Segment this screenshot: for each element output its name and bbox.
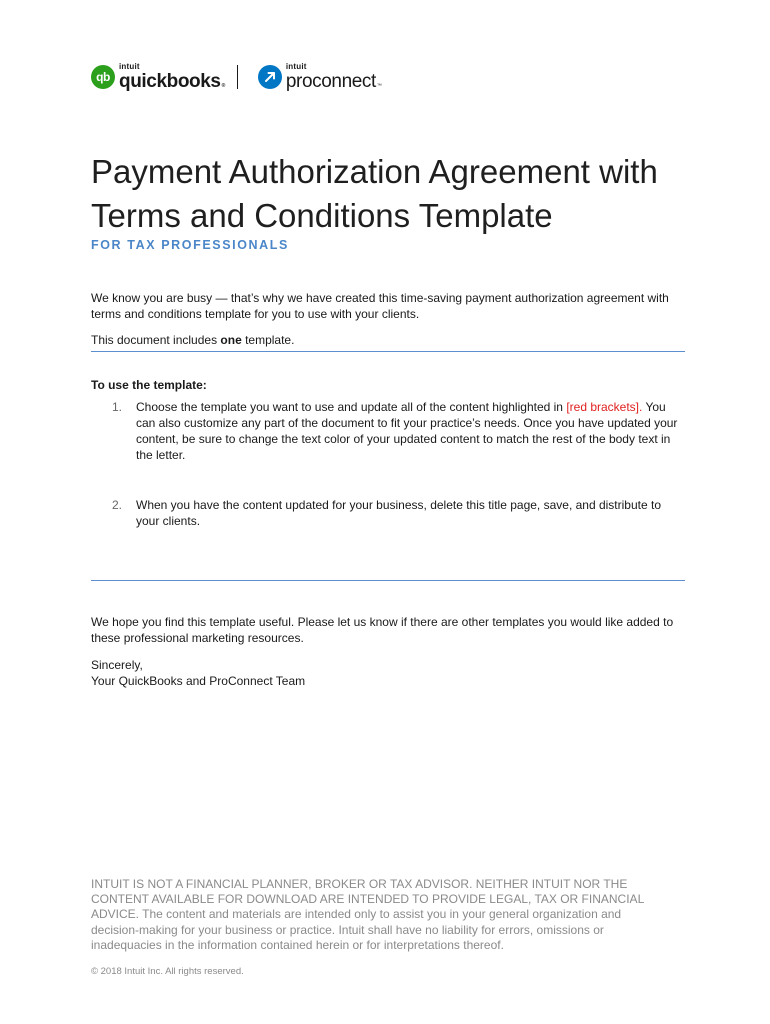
- proconnect-logo-tm: ™: [376, 83, 382, 89]
- copyright-notice: © 2018 Intuit Inc. All rights reserved.: [91, 966, 244, 977]
- document-subtitle: FOR TAX PROFESSIONALS: [91, 238, 289, 252]
- list-item: [112, 399, 682, 463]
- includes-emphasis: one: [220, 333, 242, 347]
- proconnect-logo: [258, 63, 382, 91]
- signature: Your QuickBooks and ProConnect Team: [91, 674, 306, 688]
- instructions-heading: To use the template:: [91, 378, 207, 392]
- quickbooks-logo-intuit: intuit: [119, 62, 140, 71]
- proconnect-logo-intuit: intuit: [285, 62, 307, 71]
- section-divider-bottom: [91, 580, 685, 581]
- quickbooks-logo-name: quickbooks: [119, 71, 221, 92]
- quickbooks-logo-mark: qb: [91, 65, 115, 89]
- document-title: Payment Authorization Agreement with Terms and Conditions Template: [91, 153, 658, 234]
- legal-disclaimer: INTUIT IS NOT A FINANCIAL PLANNER, BROKER OR TAX ADVISOR. NEITHER INTUIT NOR THE CONTENT AVAILABLE FOR DOWNLOAD ARE INTENDED TO PROVIDE LEGAL, TAX OR FINANCIAL ADVICE. The content and materials are intended only to assist you in your general organization and decision-making for your business or practice. Intuit shall have no liability for errors, omissions or inadequacies in the information contained herein or for interpretations thereof.: [91, 877, 644, 952]
- section-divider-top: [91, 351, 685, 352]
- proconnect-logo-mark-icon: [258, 65, 282, 89]
- proconnect-logo-name: proconnect: [285, 71, 376, 92]
- list-item-number: 1.: [112, 400, 123, 414]
- signoff: Sincerely,: [91, 658, 143, 672]
- list-item-text: Choose the template you want to use and update all of the content highlighted in [red brackets]. You can also customize any part of the document to fit your practice’s needs. Once you have updated your content, be sure to change the text color of your updated content to match the rest of the body text in the letter.: [136, 400, 678, 462]
- quickbooks-logo: [91, 63, 225, 91]
- closing-paragraph: We hope you find this template useful. Please let us know if there are other templates you would like added to these professional marketing resources.: [91, 615, 674, 645]
- list-item: [112, 497, 682, 529]
- list-item-number: 2.: [112, 498, 123, 512]
- quickbooks-logo-tm: ®: [221, 83, 225, 89]
- logo-divider: [237, 65, 238, 89]
- list-item-text: When you have the content updated for your business, delete this title page, save, and distribute to your clients.: [136, 498, 661, 528]
- includes-paragraph: This document includes one template.: [91, 333, 295, 347]
- intro-paragraph: We know you are busy — that’s why we have created this time-saving payment authorization agreement with terms and conditions template for you to use with your clients.: [91, 291, 669, 321]
- brand-logos: [91, 60, 382, 94]
- red-brackets-highlight: [red brackets].: [566, 400, 643, 414]
